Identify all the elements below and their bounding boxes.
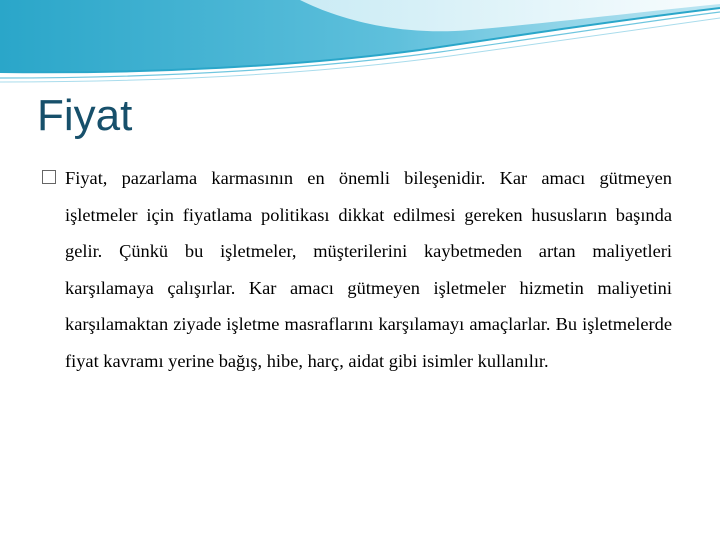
bullet-text: Fiyat, pazarlama karmasının en önemli bileşenidir. Kar amacı gütmeyen işletmeler için fiyatlama politikası dikkat edilmesi gereken hususların başında gelir. Çünkü bu işletmeler, müşterilerini kaybetmeden artan maliyetleri karşılamaya çalışırlar. Kar amacı gütmeyen işletmeler hizmetin maliyetini karşılamaktan ziyade işletme masraflarını karşılamayı amaçlarlar. Bu işletmelerde fiyat kavramı yerine bağış, hibe, harç, aidat gibi isimler kullanılır. <box>65 168 672 371</box>
square-bullet-icon <box>42 170 56 184</box>
header-wave-decoration <box>0 0 720 90</box>
bullet-item <box>42 160 672 379</box>
slide-content <box>42 160 672 379</box>
slide-title: Fiyat <box>37 91 133 140</box>
